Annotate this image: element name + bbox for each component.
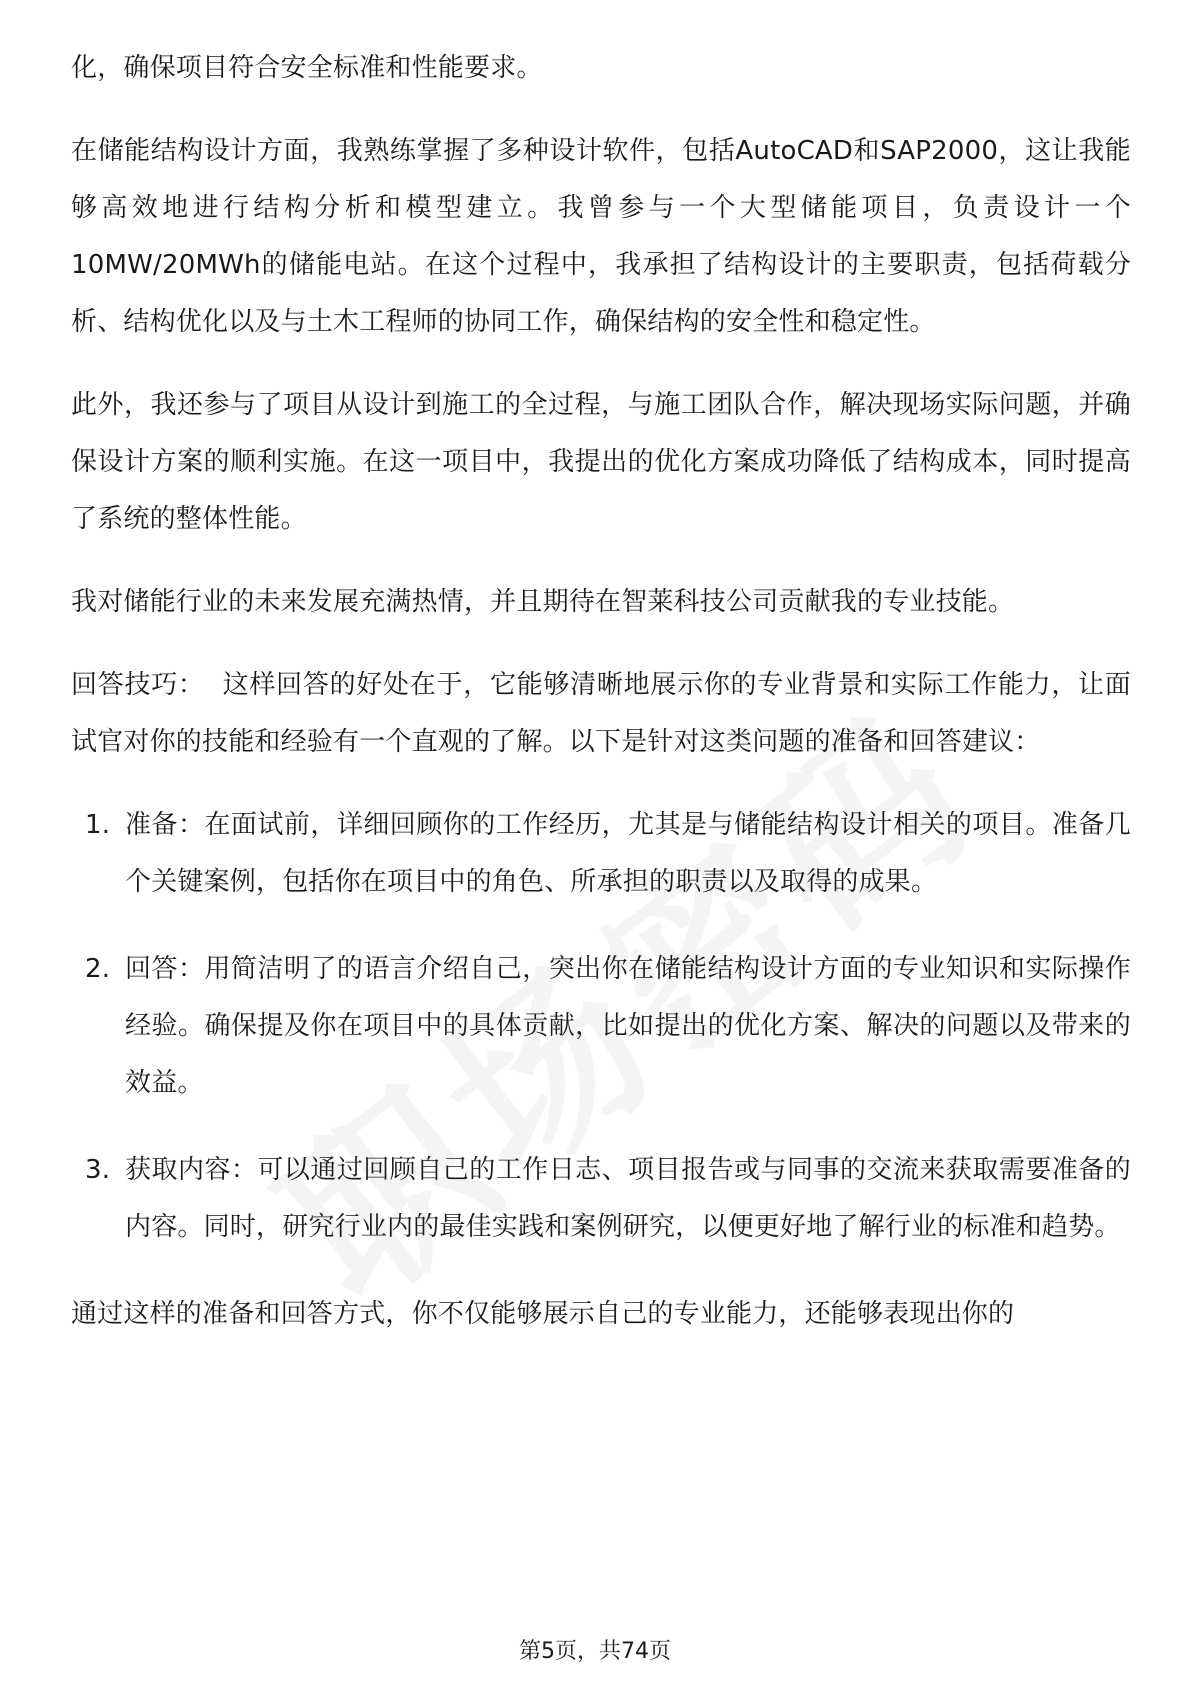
answer-tips-text: 这样回答的好处在于，它能够清晰地展示你的专业背景和实际工作能力，让面试官对你的技能和经验有一个直观的了解。以下是针对这类问题的准备和回答建议： xyxy=(71,670,1131,757)
answer-tips xyxy=(71,657,1131,771)
list-item-number: 1. xyxy=(85,810,111,840)
page-content xyxy=(71,40,1131,1369)
paragraph-2: 在储能结构设计方面，我熟练掌握了多种设计软件，包括AutoCAD和SAP2000，这让我能够高效地进行结构分析和模型建立。我曾参与一个大型储能项目，负责设计一个10MW/20MWh的储能电站。在这个过程中，我承担了结构设计的主要职责，包括荷载分析、结构优化以及与土木工程师的协同工作，确保结构的安全性和稳定性。 xyxy=(71,136,1131,337)
advice-list xyxy=(71,797,1131,1256)
list-item xyxy=(71,797,1131,911)
list-item-number: 2. xyxy=(85,954,111,984)
list-item-text: 回答：用简洁明了的语言介绍自己，突出你在储能结构设计方面的专业知识和实际操作经验。确保提及你在项目中的具体贡献，比如提出的优化方案、解决的问题以及带来的效益。 xyxy=(125,954,1131,1098)
list-item xyxy=(71,1142,1131,1256)
answer-tips-label: 回答技巧： xyxy=(71,670,205,700)
paragraph-3: 此外，我还参与了项目从设计到施工的全过程，与施工团队合作，解决现场实际问题，并确保设计方案的顺利实施。在这一项目中，我提出的优化方案成功降低了结构成本，同时提高了系统的整体性能。 xyxy=(71,390,1131,534)
list-item-number: 3. xyxy=(85,1155,111,1185)
page-number: 第5页，共74页 xyxy=(519,1639,671,1664)
list-item-text: 准备：在面试前，详细回顾你的工作经历，尤其是与储能结构设计相关的项目。准备几个关键案例，包括你在项目中的角色、所承担的职责以及取得的成果。 xyxy=(125,810,1131,897)
paragraph-1: 化，确保项目符合安全标准和性能要求。 xyxy=(71,53,543,83)
list-item xyxy=(71,941,1131,1112)
list-item-text: 获取内容：可以通过回顾自己的工作日志、项目报告或与同事的交流来获取需要准备的内容。同时，研究行业内的最佳实践和案例研究，以便更好地了解行业的标准和趋势。 xyxy=(125,1155,1131,1242)
paragraph-4: 我对储能行业的未来发展充满热情，并且期待在智莱科技公司贡献我的专业技能。 xyxy=(71,587,1015,617)
closing-paragraph: 通过这样的准备和回答方式，你不仅能够展示自己的专业能力，还能够表现出你的 xyxy=(71,1299,1015,1329)
